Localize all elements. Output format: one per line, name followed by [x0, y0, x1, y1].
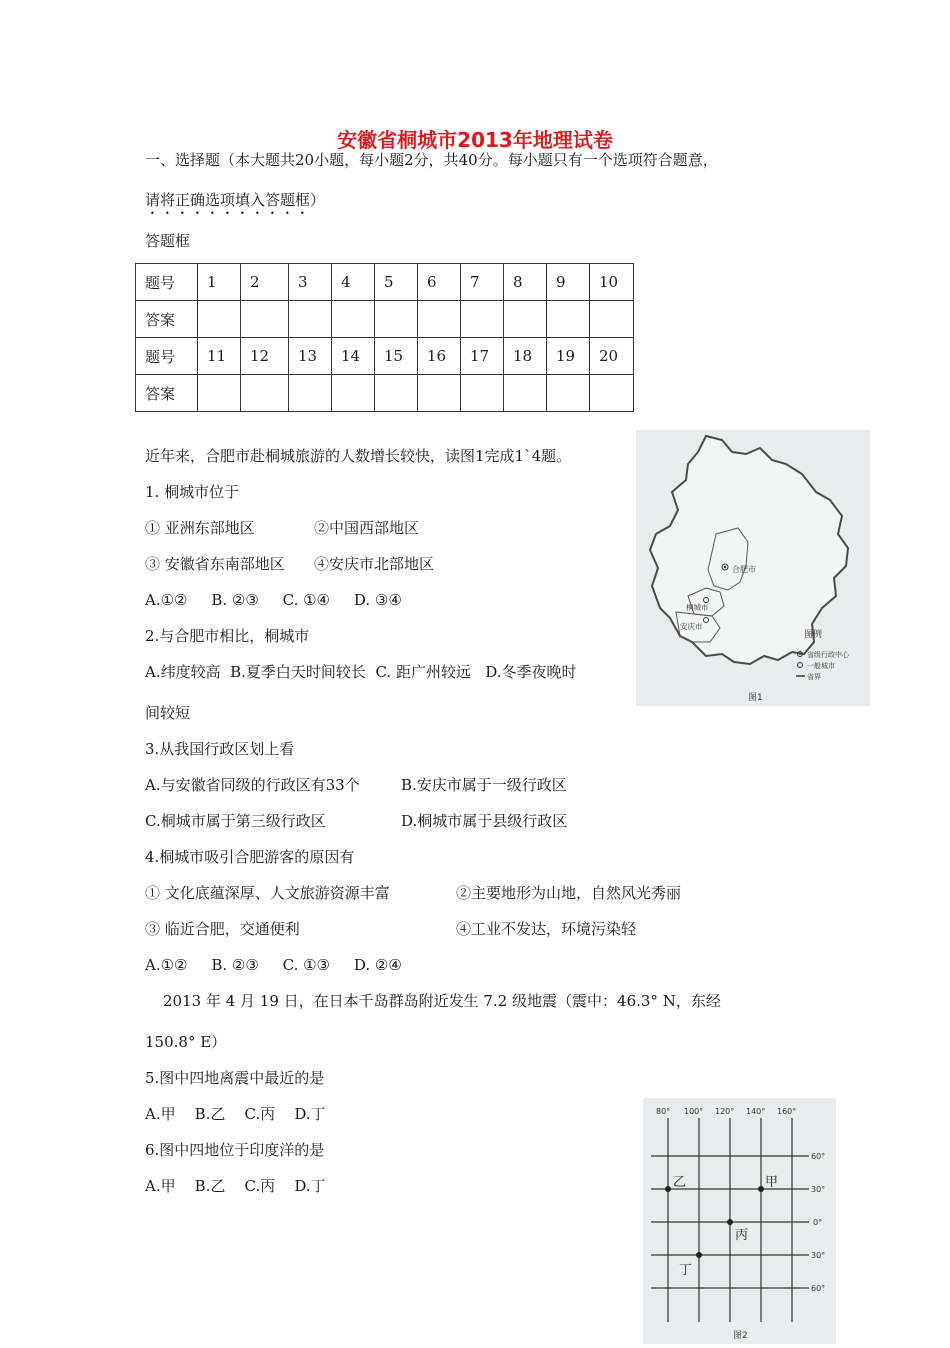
lon-label: 100°: [684, 1107, 704, 1116]
section-instruction-line1: 一、选择题（本大题共20小题，每小题2分，共40分。每小题只有一个选项符合题意，: [145, 151, 718, 169]
answer-cell[interactable]: [418, 301, 461, 338]
tongcheng-marker: [704, 598, 709, 603]
point-jia: [758, 1186, 764, 1192]
q5-choices: A.甲 B.乙 C.丙 D.丁: [145, 1105, 326, 1123]
figure-1-anhui-map: [636, 430, 870, 706]
answer-cell[interactable]: [289, 375, 332, 412]
section-instruction-line2: [145, 190, 325, 218]
answer-cell[interactable]: [241, 375, 289, 412]
table-cell-number: 20: [590, 338, 634, 375]
lat-label: 30°: [811, 1251, 826, 1260]
figure-2-latlon-grid: [643, 1098, 836, 1344]
q1-stem: 1. 桐城市位于: [145, 483, 240, 501]
lon-label: 80°: [656, 1107, 671, 1116]
table-cell-header: 题号: [136, 264, 198, 301]
table-cell-number: 8: [504, 264, 547, 301]
map-label-anqing: 安庆市: [680, 622, 703, 631]
q1-option-1: ① 亚洲东部地区: [145, 519, 255, 537]
q3-option-b: B.安庆市属于一级行政区: [401, 776, 567, 794]
answer-table: [135, 263, 634, 412]
table-cell-number: 3: [289, 264, 332, 301]
point-bing: [727, 1219, 733, 1225]
lat-label: 0°: [813, 1218, 823, 1227]
q4-stem: 4.桐城市吸引合肥游客的原因有: [145, 848, 355, 866]
table-cell-header: 答案: [136, 375, 198, 412]
table-cell-header: 答案: [136, 301, 198, 338]
table-cell-number: 1: [198, 264, 241, 301]
grid-map-svg: [643, 1098, 836, 1344]
table-cell-number: 15: [375, 338, 418, 375]
answer-cell[interactable]: [590, 301, 634, 338]
lon-label: 120°: [715, 1107, 735, 1116]
table-cell-number: 11: [198, 338, 241, 375]
map-label-tongcheng: 桐城市: [686, 603, 709, 612]
q4-option-3: ③ 临近合肥，交通便利: [145, 920, 300, 938]
section-instruction-emphasis: 请将正确选项填入答题框: [145, 191, 311, 209]
table-cell-header: 题号: [136, 338, 198, 375]
lat-label: 30°: [811, 1185, 826, 1194]
lon-label: 160°: [777, 1107, 797, 1116]
table-row: [136, 338, 634, 375]
table-cell-number: 7: [461, 264, 504, 301]
answer-cell[interactable]: [375, 301, 418, 338]
answer-cell[interactable]: [461, 301, 504, 338]
lon-label: 140°: [746, 1107, 766, 1116]
answer-cell[interactable]: [547, 375, 590, 412]
table-cell-number: 17: [461, 338, 504, 375]
legend-provincial-center: 省级行政中心: [807, 651, 849, 659]
place-label-jia: 甲: [765, 1175, 779, 1190]
answer-cell[interactable]: [590, 375, 634, 412]
answer-cell[interactable]: [461, 375, 504, 412]
q4-choices: A.①② B. ②③ C. ①③ D. ②④: [145, 956, 402, 974]
table-cell-number: 6: [418, 264, 461, 301]
q2-stem: 2.与合肥市相比，桐城市: [145, 627, 310, 645]
answer-cell[interactable]: [547, 301, 590, 338]
table-cell-number: 5: [375, 264, 418, 301]
q1-option-3: ③ 安徽省东南部地区: [145, 555, 285, 573]
point-ding: [696, 1252, 702, 1258]
table-cell-number: 18: [504, 338, 547, 375]
q3-option-a: A.与安徽省同级的行政区有33个: [145, 776, 360, 794]
figure-2-caption: 图2: [733, 1331, 748, 1341]
answer-cell[interactable]: [332, 375, 375, 412]
q4-option-4: ④工业不发达，环境污染轻: [456, 920, 637, 938]
answer-cell[interactable]: [375, 375, 418, 412]
legend-province-border: 省界: [807, 673, 821, 681]
answer-cell[interactable]: [418, 375, 461, 412]
section-instruction-tail: ）: [310, 191, 326, 209]
anhui-map-svg: [636, 430, 870, 706]
table-cell-number: 2: [241, 264, 289, 301]
table-cell-number: 12: [241, 338, 289, 375]
q3-stem: 3.从我国行政区划上看: [145, 740, 295, 758]
answer-cell[interactable]: [241, 301, 289, 338]
table-row: [136, 375, 634, 412]
lat-label: 60°: [811, 1284, 826, 1293]
lat-label: 60°: [811, 1152, 826, 1161]
map-label-hefei: 合肥市: [732, 565, 756, 574]
table-cell-number: 14: [332, 338, 375, 375]
answer-cell[interactable]: [504, 375, 547, 412]
answer-cell[interactable]: [198, 301, 241, 338]
page-title: 安徽省桐城市2013年地理试卷: [337, 128, 613, 152]
intro-question-1-4: 近年来，合肥市赴桐城旅游的人数增长较快，读图1完成1`4题。: [145, 447, 572, 465]
q1-option-2: ②中国西部地区: [314, 519, 420, 537]
q4-option-2: ②主要地形为山地，自然风光秀丽: [456, 884, 682, 902]
table-cell-number: 19: [547, 338, 590, 375]
table-row: [136, 264, 634, 301]
answer-cell[interactable]: [289, 301, 332, 338]
place-label-bing: 丙: [735, 1228, 749, 1243]
q6-choices: A.甲 B.乙 C.丙 D.丁: [145, 1177, 326, 1195]
q1-choices: A.①② B. ②③ C. ①④ D. ③④: [145, 591, 402, 609]
q3-option-d: D.桐城市属于县级行政区: [401, 812, 568, 830]
q4-option-1: ① 文化底蕴深厚、人文旅游资源丰富: [145, 884, 390, 902]
table-cell-number: 9: [547, 264, 590, 301]
anqing-marker: [704, 618, 709, 623]
table-cell-number: 10: [590, 264, 634, 301]
q3-option-c: C.桐城市属于第三级行政区: [145, 812, 326, 830]
table-row: [136, 301, 634, 338]
q1-option-4: ④安庆市北部地区: [314, 555, 435, 573]
intro-earthquake-line2: 150.8° E）: [145, 1033, 227, 1051]
answer-cell[interactable]: [504, 301, 547, 338]
q2-options: A.纬度较高 B.夏季白天时间较长 C. 距广州较远 D.冬季夜晚时: [145, 663, 577, 681]
answer-cell[interactable]: [332, 301, 375, 338]
answer-cell[interactable]: [198, 375, 241, 412]
point-yi: [665, 1186, 671, 1192]
answer-box-label: 答题框: [145, 232, 191, 250]
place-label-yi: 乙: [673, 1175, 687, 1190]
q2-options-continued: 间较短: [145, 704, 191, 722]
legend-general-city: 一般城市: [807, 662, 835, 670]
q6-stem: 6.图中四地位于印度洋的是: [145, 1141, 325, 1159]
legend-title: 图例: [804, 630, 823, 640]
intro-earthquake-line1: 2013 年 4 月 19 日，在日本千岛群岛附近发生 7.2 级地震（震中：46.3° N，东经: [163, 992, 721, 1010]
q5-stem: 5.图中四地离震中最近的是: [145, 1069, 325, 1087]
place-label-ding: 丁: [679, 1263, 693, 1278]
figure-1-caption: 图1: [748, 693, 763, 703]
table-cell-number: 16: [418, 338, 461, 375]
table-cell-number: 13: [289, 338, 332, 375]
table-cell-number: 4: [332, 264, 375, 301]
